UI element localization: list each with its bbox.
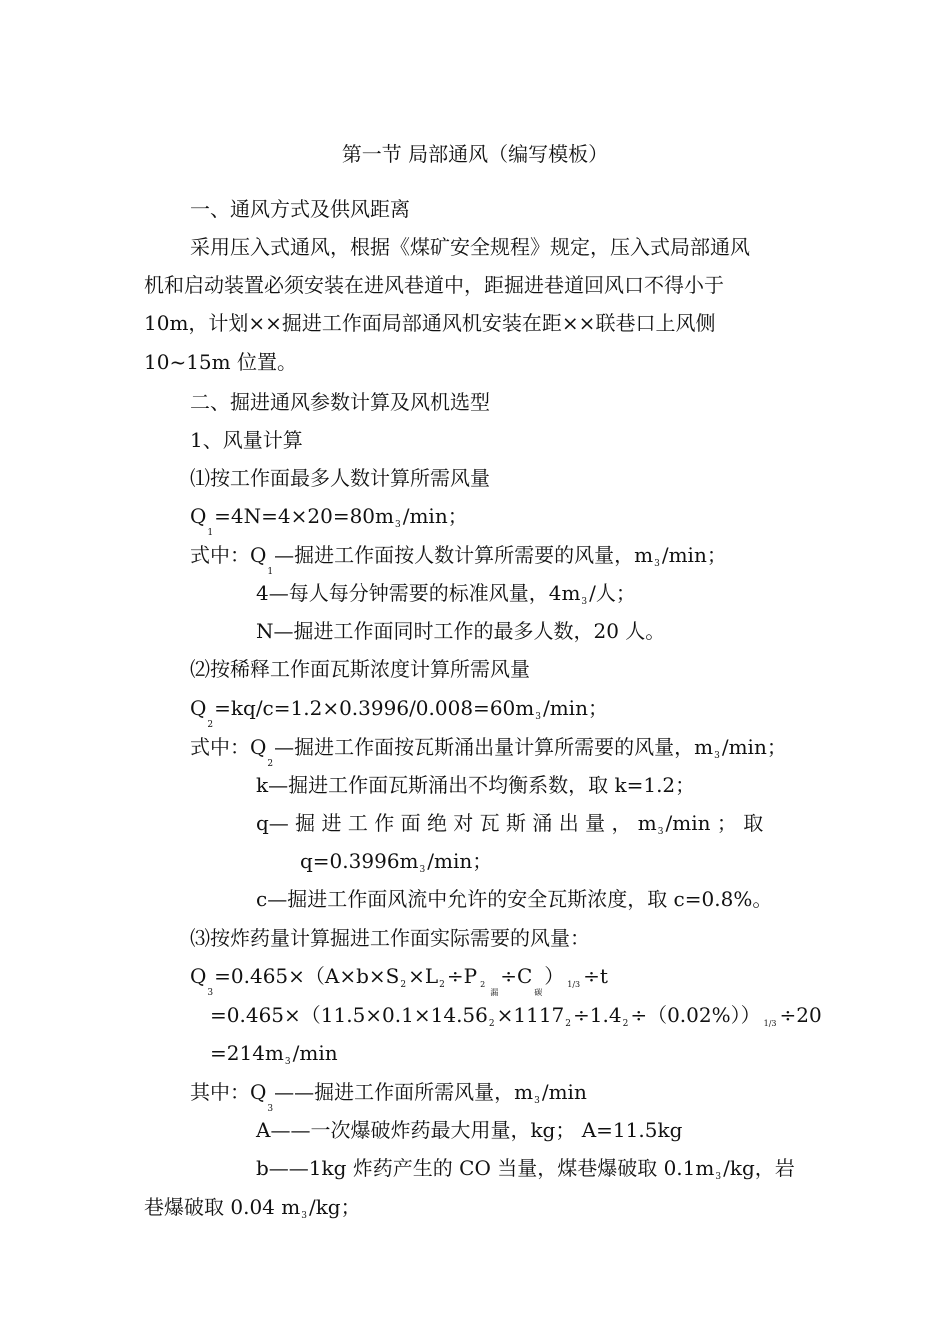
paragraph-line: 采用压入式通风，根据《煤矿安全规程》规定，压入式局部通风 <box>190 235 750 259</box>
definition-line: k—掘进工作面瓦斯涌出不均衡系数，取 k=1.2； <box>256 773 696 797</box>
formula-q3-substitution: $=0.465\times(11.5\times 0.1\times 14.56_2 \times 1117_2 \div 1.4_2 \div(0.02\%))$ $_{1/3}$ ÷20 <box>210 1003 822 1029</box>
method-heading-1: ⑴按工作面最多人数计算所需风量 <box>190 466 490 490</box>
formula-q3-result: $=214m_3$ /min <box>210 1041 338 1067</box>
formula-q3: $Q_3=0.465\times(A\times b\times S_2 \times L_2 \div P$ $_{2漏}\div C_碳$） $_{1/3}$ ÷t <box>190 964 608 998</box>
definition-line: $q=0.3996m_3$ /min； <box>300 849 493 875</box>
paragraph-line: 机和启动装置必须安装在进风巷道中，距掘进巷道回风口不得小于 <box>144 273 724 297</box>
definition-line: q— 掘 进 工 作 面 绝 对 瓦 斯 涌 出 量 ， $m_3$ /min ； 取 <box>256 811 764 837</box>
definition-line: 其中：$Q_3——$掘进工作面所需风量，$m_3$ /min <box>190 1080 587 1114</box>
section-heading-1: 一、通风方式及供风距离 <box>190 197 410 221</box>
definition-line: N—掘进工作面同时工作的最多人数，20 人。 <box>256 619 666 643</box>
subsection-heading: 1、风量计算 <box>190 428 303 452</box>
definition-line: b——1kg 炸药产生的 CO 当量，煤巷爆破取 $0.1m_3$ /kg，岩 <box>256 1156 795 1182</box>
definition-line: 4—每人每分钟需要的标准风量，$4m_3$ /人； <box>256 581 636 607</box>
definition-line: A——一次爆破炸药最大用量，kg； A=11.5kg <box>256 1118 683 1142</box>
formula-q2: $Q_2=kq/c=1.2\times 0.3996/0.008=60m_3$ /min； <box>190 696 608 730</box>
definition-line: 式中：$Q_2—$掘进工作面按瓦斯涌出量计算所需要的风量，$m_3$ /min； <box>190 735 787 769</box>
method-heading-3: ⑶按炸药量计算掘进工作面实际需要的风量： <box>190 926 590 950</box>
paragraph-line: 10m，计划××掘进工作面局部通风机安装在距××联巷口上风侧 <box>144 311 716 335</box>
page-title: 第一节 局部通风（编写模板） <box>341 142 609 166</box>
definition-line: 式中：$Q_1—$掘进工作面按人数计算所需要的风量，$m_3$ /min； <box>190 543 727 577</box>
section-heading-2: 二、掘进通风参数计算及风机选型 <box>190 390 490 414</box>
definition-line: c—掘进工作面风流中允许的安全瓦斯浓度，取 c=0.8%。 <box>256 887 773 911</box>
formula-q1: $Q_1=4N=4\times 20=80m_3$ /min； <box>190 504 468 538</box>
method-heading-2: ⑵按稀释工作面瓦斯浓度计算所需风量 <box>190 657 530 681</box>
definition-line: 巷爆破取 0.04 $m_3$ /kg； <box>144 1195 361 1221</box>
paragraph-line: 10~15m 位置。 <box>144 350 297 374</box>
